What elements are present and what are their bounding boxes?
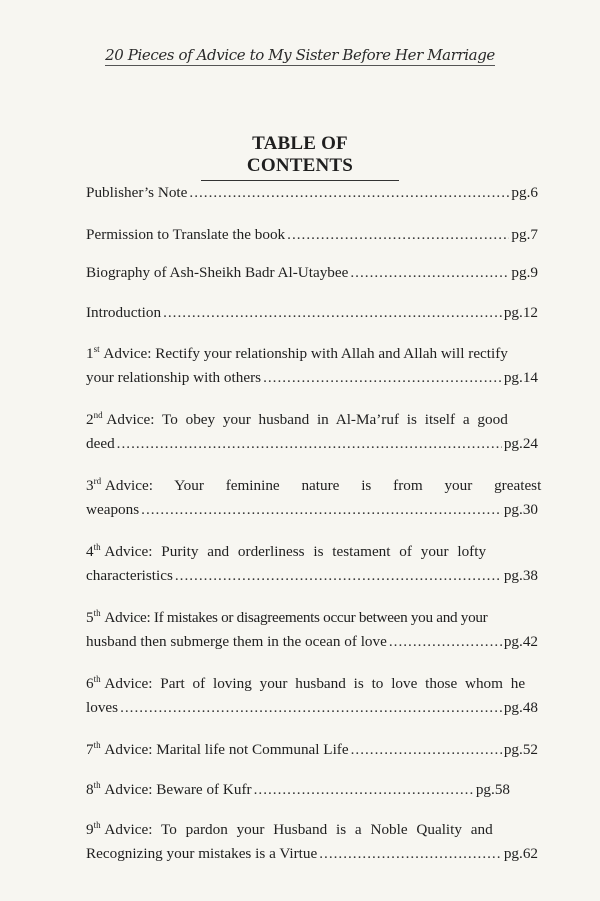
leader-dots <box>141 501 502 519</box>
toc-entry-page: pg.24 <box>503 435 538 452</box>
toc-entry-page: pg.14 <box>503 369 538 386</box>
toc-entry-advice-7[interactable] <box>86 741 538 765</box>
toc-entry-label: Publisher’s Note <box>86 184 188 201</box>
toc-entry-page: pg.7 <box>511 226 538 243</box>
toc-heading-text: TABLE OF CONTENTS <box>201 133 399 181</box>
leader-dots <box>189 184 509 202</box>
advice-number: 5th <box>86 607 101 626</box>
toc-entry-page: pg.58 <box>475 781 510 798</box>
toc-entry-biography[interactable] <box>86 264 538 288</box>
toc-entry-advice-8[interactable] <box>86 781 510 805</box>
running-header-title: 20 Pieces of Advice to My Sister Before Her Marriage <box>105 46 495 64</box>
toc-entry-page: pg.12 <box>503 304 538 321</box>
advice-number: 7th <box>86 739 101 758</box>
leader-dots <box>389 633 502 651</box>
toc-entry-label: Advice: If mistakes or disagreements occur between you and your <box>104 609 488 626</box>
toc-entry-label-cont: loves <box>86 699 119 716</box>
advice-number: 6th <box>86 673 101 692</box>
toc-entry-page: pg.62 <box>503 845 538 862</box>
toc-entry-page: pg.42 <box>503 633 538 650</box>
toc-entry-advice-3[interactable] <box>86 475 542 525</box>
advice-number: 2nd <box>86 409 103 428</box>
toc-entry-label: Introduction <box>86 304 162 321</box>
toc-entry-label-cont: weapons <box>86 501 140 518</box>
advice-number: 1st <box>86 343 100 362</box>
toc-entry-advice-2[interactable] <box>86 411 538 459</box>
toc-entry-label-cont: Recognizing your mistakes is a Virtue <box>86 845 318 862</box>
leader-dots <box>120 699 502 717</box>
toc-entry-label: Advice: Your feminine nature is from your greatest <box>104 477 542 494</box>
toc-entry-advice-5[interactable] <box>86 609 538 657</box>
advice-number: 4th <box>86 541 101 560</box>
toc-entry-introduction[interactable] <box>86 304 538 328</box>
leader-dots <box>163 304 502 322</box>
toc-entry-label: Advice: To obey your husband in Al-Ma’ruf is itself a good <box>106 411 508 428</box>
toc-entry-label-cont: deed <box>86 435 115 452</box>
toc-entry-advice-9[interactable] <box>86 821 538 869</box>
toc-entry-label-cont: husband then submerge them in the ocean of love <box>86 633 387 650</box>
toc-entry-label-cont: your relationship with others <box>86 369 262 386</box>
toc-entry-advice-4[interactable] <box>86 543 538 591</box>
toc-entry-page: pg.30 <box>503 501 538 518</box>
advice-number: 9th <box>86 819 101 838</box>
leader-dots <box>263 369 502 387</box>
toc-entry-page: pg.6 <box>511 184 538 201</box>
toc-entry-label: Advice: Purity and orderliness is testament of your lofty <box>104 543 487 560</box>
advice-number: 3rd <box>86 475 102 494</box>
leader-dots <box>175 567 502 585</box>
toc-entry-label: Advice: Part of loving your husband is to love those whom he <box>104 675 526 692</box>
toc-entry-label: Permission to Translate the book <box>86 226 286 243</box>
toc-entry-label: Advice: Marital life not Communal Life <box>104 741 349 758</box>
toc-entry-advice-1[interactable] <box>86 345 538 393</box>
toc-entry-page: pg.9 <box>511 264 538 281</box>
leader-dots <box>287 226 509 244</box>
toc-entry-page: pg.52 <box>503 741 538 758</box>
toc-entry-page: pg.48 <box>503 699 538 716</box>
leader-dots <box>319 845 502 863</box>
toc-entry-label: Advice: To pardon your Husband is a Noble Quality and <box>104 821 493 838</box>
leader-dots <box>350 264 509 282</box>
toc-entry-label: Advice: Rectify your relationship with Allah and Allah will rectify <box>103 345 508 362</box>
running-header <box>0 46 600 64</box>
toc-entry-label-cont: characteristics <box>86 567 173 584</box>
leader-dots <box>254 781 474 799</box>
toc-entry-page: pg.38 <box>503 567 538 584</box>
toc-heading <box>0 133 600 181</box>
toc-entry-publishers-note[interactable] <box>86 184 538 208</box>
advice-number: 8th <box>86 779 101 798</box>
toc-entry-advice-6[interactable] <box>86 675 538 723</box>
toc-entry-label: Advice: Beware of Kufr <box>104 781 252 798</box>
toc-entry-label: Biography of Ash-Sheikh Badr Al-Utaybee <box>86 264 349 281</box>
leader-dots <box>117 435 502 453</box>
leader-dots <box>351 741 502 759</box>
toc-entry-permission[interactable] <box>86 226 538 250</box>
